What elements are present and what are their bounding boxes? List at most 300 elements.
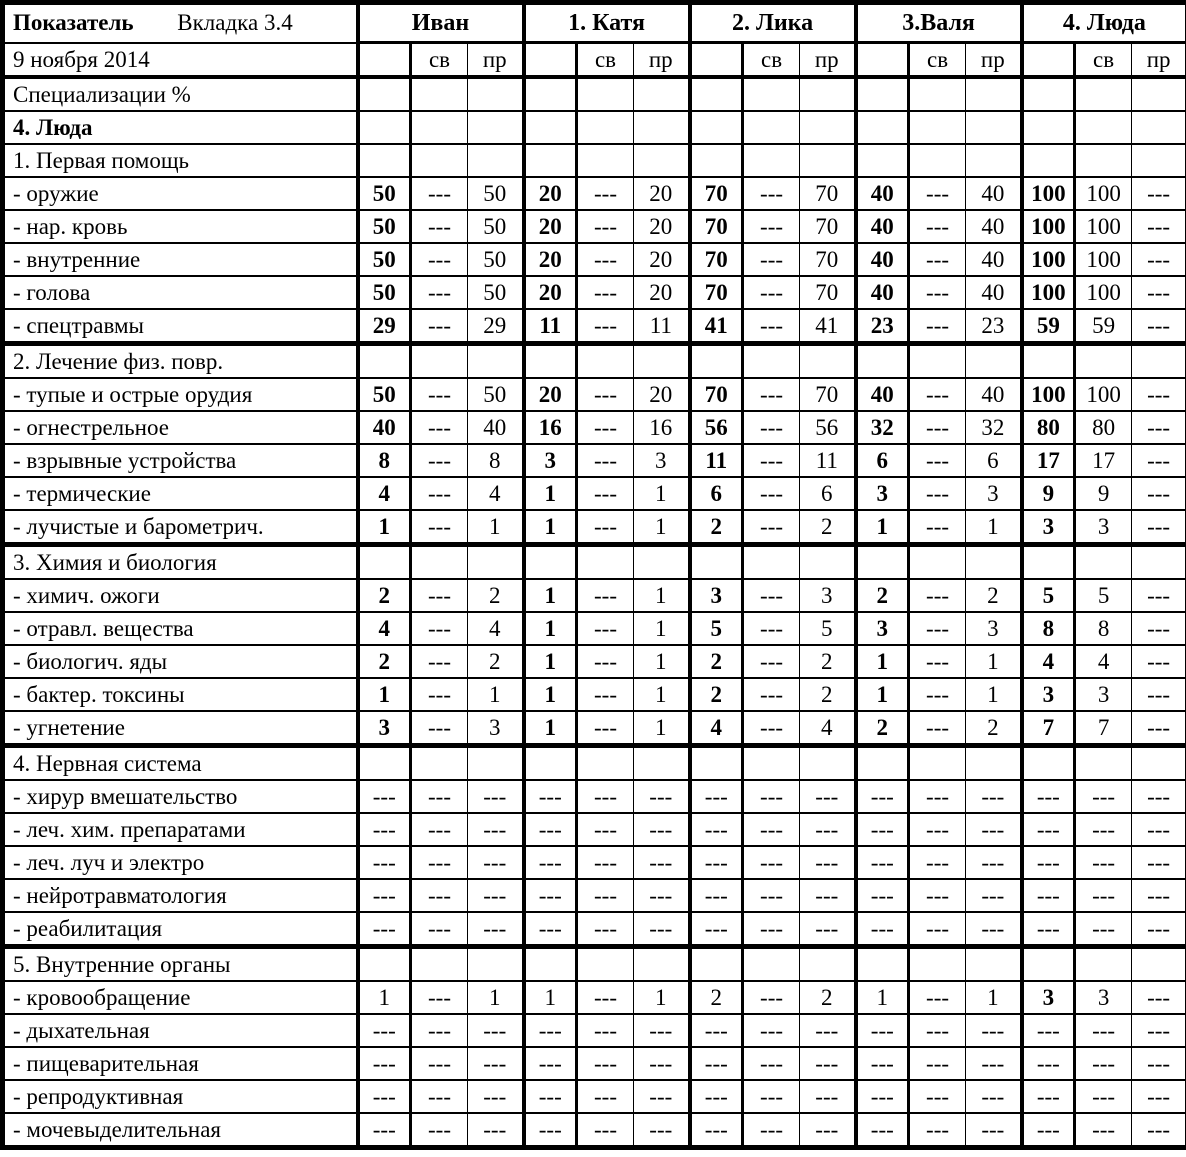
value-cell: 1 <box>524 579 577 612</box>
value-cell <box>966 111 1022 144</box>
value-cell: --- <box>577 444 634 477</box>
value-cell: --- <box>1132 276 1186 309</box>
value-cell: --- <box>1132 912 1186 947</box>
value-cell: --- <box>468 912 524 947</box>
value-cell: 40 <box>856 243 909 276</box>
value-cell: --- <box>577 813 634 846</box>
value-cell: --- <box>800 1014 856 1047</box>
value-cell: --- <box>909 846 966 879</box>
table-row <box>3 510 1186 545</box>
value-cell: --- <box>1132 1080 1186 1113</box>
value-cell: 100 <box>1075 378 1132 411</box>
value-cell: 40 <box>966 378 1022 411</box>
subcol-main <box>524 43 577 78</box>
value-cell: 100 <box>1022 210 1075 243</box>
value-cell <box>468 77 524 111</box>
value-cell: 6 <box>800 477 856 510</box>
value-cell: 100 <box>1075 243 1132 276</box>
table-row <box>3 444 1186 477</box>
value-cell <box>1022 111 1075 144</box>
value-cell <box>524 111 577 144</box>
value-cell: --- <box>743 1113 800 1148</box>
value-cell: 1 <box>634 645 690 678</box>
value-cell: 2 <box>358 645 411 678</box>
table-row <box>3 1080 1186 1113</box>
value-cell <box>909 144 966 177</box>
value-cell: 1 <box>524 612 577 645</box>
value-cell: --- <box>743 1047 800 1080</box>
value-cell: --- <box>358 879 411 912</box>
value-cell: 2 <box>468 579 524 612</box>
value-cell <box>909 77 966 111</box>
value-cell: 16 <box>524 411 577 444</box>
value-cell: --- <box>411 276 468 309</box>
value-cell: 11 <box>690 444 743 477</box>
value-cell <box>1075 947 1132 982</box>
value-cell: --- <box>1132 579 1186 612</box>
value-cell: --- <box>800 846 856 879</box>
value-cell: 50 <box>358 177 411 210</box>
value-cell: --- <box>966 813 1022 846</box>
value-cell: --- <box>966 846 1022 879</box>
value-cell: --- <box>909 879 966 912</box>
value-cell: --- <box>411 645 468 678</box>
value-cell: --- <box>909 579 966 612</box>
value-cell: 1 <box>856 510 909 545</box>
subcol-main <box>1022 43 1075 78</box>
value-cell: 40 <box>856 210 909 243</box>
value-cell: 3 <box>966 477 1022 510</box>
value-cell <box>800 144 856 177</box>
value-cell: --- <box>411 378 468 411</box>
value-cell: 1 <box>966 510 1022 545</box>
value-cell: 11 <box>634 309 690 344</box>
value-cell: --- <box>743 678 800 711</box>
table-row <box>3 645 1186 678</box>
row-label: 4. Нервная система <box>3 746 358 781</box>
value-cell: 56 <box>690 411 743 444</box>
value-cell: --- <box>909 678 966 711</box>
value-cell: --- <box>524 879 577 912</box>
value-cell: --- <box>800 780 856 813</box>
value-cell <box>1075 344 1132 379</box>
value-cell: 40 <box>468 411 524 444</box>
value-cell: --- <box>1132 813 1186 846</box>
value-cell <box>743 545 800 580</box>
value-cell: --- <box>577 1014 634 1047</box>
value-cell <box>577 111 634 144</box>
value-cell: --- <box>411 612 468 645</box>
value-cell: --- <box>524 780 577 813</box>
value-cell: --- <box>743 411 800 444</box>
value-cell: 4 <box>358 612 411 645</box>
value-cell: 20 <box>524 276 577 309</box>
row-label: - огнестрельное <box>3 411 358 444</box>
value-cell: --- <box>577 711 634 746</box>
value-cell: --- <box>1022 1113 1075 1148</box>
value-cell <box>743 111 800 144</box>
table-tab-label: Вкладка 3.4 <box>177 10 293 36</box>
value-cell: --- <box>743 477 800 510</box>
value-cell: 1 <box>468 678 524 711</box>
value-cell: --- <box>577 981 634 1014</box>
value-cell: 59 <box>1075 309 1132 344</box>
value-cell: 1 <box>524 678 577 711</box>
value-cell: --- <box>634 846 690 879</box>
row-label: - пищеварительная <box>3 1047 358 1080</box>
table-row <box>3 678 1186 711</box>
value-cell: 50 <box>468 276 524 309</box>
value-cell: 3 <box>690 579 743 612</box>
value-cell: --- <box>468 813 524 846</box>
value-cell: 20 <box>634 378 690 411</box>
value-cell: --- <box>1132 210 1186 243</box>
value-cell <box>800 344 856 379</box>
value-cell: --- <box>1132 678 1186 711</box>
value-cell: --- <box>743 1080 800 1113</box>
value-cell <box>411 344 468 379</box>
value-cell: --- <box>411 510 468 545</box>
value-cell <box>690 111 743 144</box>
value-cell: --- <box>909 243 966 276</box>
table-row <box>3 309 1186 344</box>
column-group-ivan: Иван <box>358 3 524 43</box>
value-cell: 50 <box>358 276 411 309</box>
row-label: 4. Люда <box>3 111 358 144</box>
value-cell <box>1132 746 1186 781</box>
value-cell: 100 <box>1075 210 1132 243</box>
value-cell: --- <box>690 1113 743 1148</box>
value-cell <box>1022 144 1075 177</box>
value-cell: --- <box>634 879 690 912</box>
value-cell: --- <box>743 711 800 746</box>
value-cell: 4 <box>358 477 411 510</box>
value-cell: --- <box>468 1047 524 1080</box>
table-row <box>3 243 1186 276</box>
value-cell <box>856 545 909 580</box>
value-cell: --- <box>411 309 468 344</box>
table-row <box>3 912 1186 947</box>
row-label: - нар. кровь <box>3 210 358 243</box>
value-cell: --- <box>1132 1047 1186 1080</box>
value-cell: 17 <box>1022 444 1075 477</box>
value-cell <box>856 947 909 982</box>
value-cell: --- <box>1132 177 1186 210</box>
value-cell: --- <box>577 612 634 645</box>
value-cell: 4 <box>1075 645 1132 678</box>
value-cell: 23 <box>856 309 909 344</box>
value-cell: 70 <box>800 378 856 411</box>
value-cell: --- <box>468 846 524 879</box>
table-row <box>3 612 1186 645</box>
value-cell: 2 <box>800 645 856 678</box>
value-cell: --- <box>411 981 468 1014</box>
value-cell <box>1132 144 1186 177</box>
value-cell: --- <box>909 444 966 477</box>
value-cell <box>909 947 966 982</box>
value-cell <box>800 77 856 111</box>
value-cell <box>524 746 577 781</box>
value-cell: --- <box>800 912 856 947</box>
value-cell: --- <box>1075 780 1132 813</box>
value-cell: --- <box>358 813 411 846</box>
value-cell <box>577 545 634 580</box>
value-cell <box>1022 344 1075 379</box>
value-cell: 3 <box>856 477 909 510</box>
value-cell: --- <box>743 846 800 879</box>
value-cell: --- <box>411 1014 468 1047</box>
value-cell: --- <box>743 276 800 309</box>
value-cell: 41 <box>800 309 856 344</box>
value-cell: --- <box>909 411 966 444</box>
value-cell: 5 <box>1022 579 1075 612</box>
value-cell <box>524 545 577 580</box>
value-cell: --- <box>966 912 1022 947</box>
value-cell: 50 <box>358 210 411 243</box>
subcol-pr: пр <box>966 43 1022 78</box>
value-cell: --- <box>966 879 1022 912</box>
value-cell: --- <box>743 813 800 846</box>
value-cell: --- <box>743 645 800 678</box>
value-cell <box>743 947 800 982</box>
value-cell: 20 <box>634 243 690 276</box>
value-cell: --- <box>909 1047 966 1080</box>
value-cell: --- <box>1022 912 1075 947</box>
value-cell <box>577 746 634 781</box>
value-cell <box>358 746 411 781</box>
value-cell: 20 <box>524 210 577 243</box>
value-cell <box>966 144 1022 177</box>
value-cell: 40 <box>856 276 909 309</box>
column-group-lyuda: 4. Люда <box>1022 3 1186 43</box>
value-cell <box>1132 344 1186 379</box>
value-cell <box>358 144 411 177</box>
value-cell: --- <box>358 912 411 947</box>
value-cell: --- <box>468 1014 524 1047</box>
value-cell: 3 <box>856 612 909 645</box>
value-cell: --- <box>1075 912 1132 947</box>
value-cell <box>468 111 524 144</box>
column-group-valya: 3.Валя <box>856 3 1022 43</box>
value-cell: --- <box>690 879 743 912</box>
table-row <box>3 981 1186 1014</box>
value-cell <box>468 947 524 982</box>
value-cell: 100 <box>1022 276 1075 309</box>
table-row <box>3 210 1186 243</box>
value-cell: 1 <box>966 645 1022 678</box>
value-cell <box>1022 947 1075 982</box>
subcol-pr: пр <box>634 43 690 78</box>
table-row <box>3 711 1186 746</box>
value-cell: --- <box>690 1047 743 1080</box>
value-cell: --- <box>634 1080 690 1113</box>
table-row <box>3 77 1186 111</box>
value-cell <box>411 77 468 111</box>
value-cell <box>524 947 577 982</box>
value-cell <box>358 545 411 580</box>
value-cell: --- <box>411 879 468 912</box>
value-cell: 2 <box>800 981 856 1014</box>
row-label: - отравл. вещества <box>3 612 358 645</box>
value-cell: 100 <box>1075 177 1132 210</box>
value-cell: --- <box>1132 612 1186 645</box>
table-row <box>3 477 1186 510</box>
table-title: Показатель <box>13 10 134 36</box>
value-cell: 2 <box>690 678 743 711</box>
value-cell: 70 <box>800 177 856 210</box>
table-date: 9 ноября 2014 <box>3 43 358 78</box>
table-row <box>3 780 1186 813</box>
value-cell: --- <box>743 510 800 545</box>
value-cell: --- <box>411 210 468 243</box>
value-cell: --- <box>411 912 468 947</box>
value-cell: --- <box>358 1047 411 1080</box>
value-cell: 1 <box>634 981 690 1014</box>
value-cell <box>743 77 800 111</box>
value-cell: --- <box>1022 780 1075 813</box>
value-cell: --- <box>1132 780 1186 813</box>
value-cell: --- <box>909 510 966 545</box>
value-cell <box>634 77 690 111</box>
value-cell: --- <box>856 1113 909 1148</box>
value-cell: --- <box>634 1047 690 1080</box>
row-label: - кровообращение <box>3 981 358 1014</box>
value-cell: --- <box>909 912 966 947</box>
value-cell: 3 <box>1075 510 1132 545</box>
row-label: - леч. хим. препаратами <box>3 813 358 846</box>
value-cell: 70 <box>690 378 743 411</box>
value-cell: 29 <box>358 309 411 344</box>
value-cell <box>909 344 966 379</box>
value-cell: --- <box>577 1113 634 1148</box>
value-cell <box>1075 144 1132 177</box>
value-cell: 23 <box>966 309 1022 344</box>
row-label: - леч. луч и электро <box>3 846 358 879</box>
value-cell <box>1022 77 1075 111</box>
row-label: - хирур вмешательство <box>3 780 358 813</box>
value-cell: 40 <box>856 378 909 411</box>
value-cell <box>690 344 743 379</box>
value-cell: 2 <box>690 981 743 1014</box>
value-cell: --- <box>358 846 411 879</box>
value-cell: 100 <box>1022 378 1075 411</box>
value-cell: 1 <box>524 981 577 1014</box>
value-cell <box>966 77 1022 111</box>
value-cell <box>411 545 468 580</box>
value-cell: 8 <box>468 444 524 477</box>
value-cell: --- <box>800 1113 856 1148</box>
value-cell: --- <box>411 780 468 813</box>
value-cell: --- <box>909 981 966 1014</box>
value-cell: --- <box>358 1014 411 1047</box>
value-cell: --- <box>524 1014 577 1047</box>
value-cell: --- <box>856 1014 909 1047</box>
value-cell <box>634 144 690 177</box>
value-cell: 40 <box>358 411 411 444</box>
value-cell: --- <box>411 1080 468 1113</box>
value-cell: --- <box>358 1113 411 1148</box>
value-cell: --- <box>800 1080 856 1113</box>
value-cell: 70 <box>690 243 743 276</box>
value-cell: --- <box>577 411 634 444</box>
value-cell: 70 <box>690 210 743 243</box>
table-row <box>3 111 1186 144</box>
table-row <box>3 1113 1186 1148</box>
value-cell: 40 <box>966 177 1022 210</box>
value-cell: --- <box>909 1014 966 1047</box>
value-cell: --- <box>577 780 634 813</box>
value-cell <box>800 111 856 144</box>
row-label: - бактер. токсины <box>3 678 358 711</box>
value-cell: 1 <box>634 579 690 612</box>
value-cell: --- <box>909 177 966 210</box>
value-cell: 6 <box>856 444 909 477</box>
value-cell: --- <box>468 879 524 912</box>
value-cell: 11 <box>800 444 856 477</box>
value-cell: --- <box>1075 846 1132 879</box>
value-cell: 40 <box>966 210 1022 243</box>
value-cell: --- <box>411 477 468 510</box>
value-cell: --- <box>577 309 634 344</box>
row-label: Специализации % <box>3 77 358 111</box>
value-cell: 41 <box>690 309 743 344</box>
value-cell: 100 <box>1075 276 1132 309</box>
column-group-lika: 2. Лика <box>690 3 856 43</box>
value-cell: --- <box>1075 1047 1132 1080</box>
value-cell <box>1075 77 1132 111</box>
value-cell: --- <box>909 309 966 344</box>
value-cell: --- <box>743 780 800 813</box>
value-cell: 3 <box>468 711 524 746</box>
table-row <box>3 344 1186 379</box>
table-title-cell <box>3 3 358 43</box>
value-cell: 2 <box>800 510 856 545</box>
value-cell: --- <box>358 780 411 813</box>
value-cell: 1 <box>634 711 690 746</box>
value-cell <box>411 947 468 982</box>
value-cell: --- <box>800 1047 856 1080</box>
value-cell: --- <box>966 1113 1022 1148</box>
value-cell: --- <box>856 1047 909 1080</box>
value-cell: --- <box>909 645 966 678</box>
value-cell: 3 <box>1022 510 1075 545</box>
value-cell <box>966 545 1022 580</box>
value-cell: --- <box>1132 510 1186 545</box>
value-cell <box>800 746 856 781</box>
value-cell: --- <box>690 846 743 879</box>
subcol-main <box>856 43 909 78</box>
value-cell: --- <box>524 846 577 879</box>
value-cell: --- <box>577 1080 634 1113</box>
value-cell: 1 <box>634 510 690 545</box>
value-cell <box>577 77 634 111</box>
value-cell: --- <box>1022 1014 1075 1047</box>
value-cell: 70 <box>800 210 856 243</box>
value-cell: --- <box>856 846 909 879</box>
value-cell: 3 <box>1075 678 1132 711</box>
table-row <box>3 144 1186 177</box>
value-cell: --- <box>577 645 634 678</box>
row-label: - тупые и острые орудия <box>3 378 358 411</box>
value-cell: --- <box>856 1080 909 1113</box>
value-cell <box>1075 111 1132 144</box>
value-cell <box>358 111 411 144</box>
subcol-main <box>358 43 411 78</box>
value-cell: 2 <box>358 579 411 612</box>
row-label: - мочевыделительная <box>3 1113 358 1148</box>
value-cell <box>634 746 690 781</box>
row-label: - репродуктивная <box>3 1080 358 1113</box>
